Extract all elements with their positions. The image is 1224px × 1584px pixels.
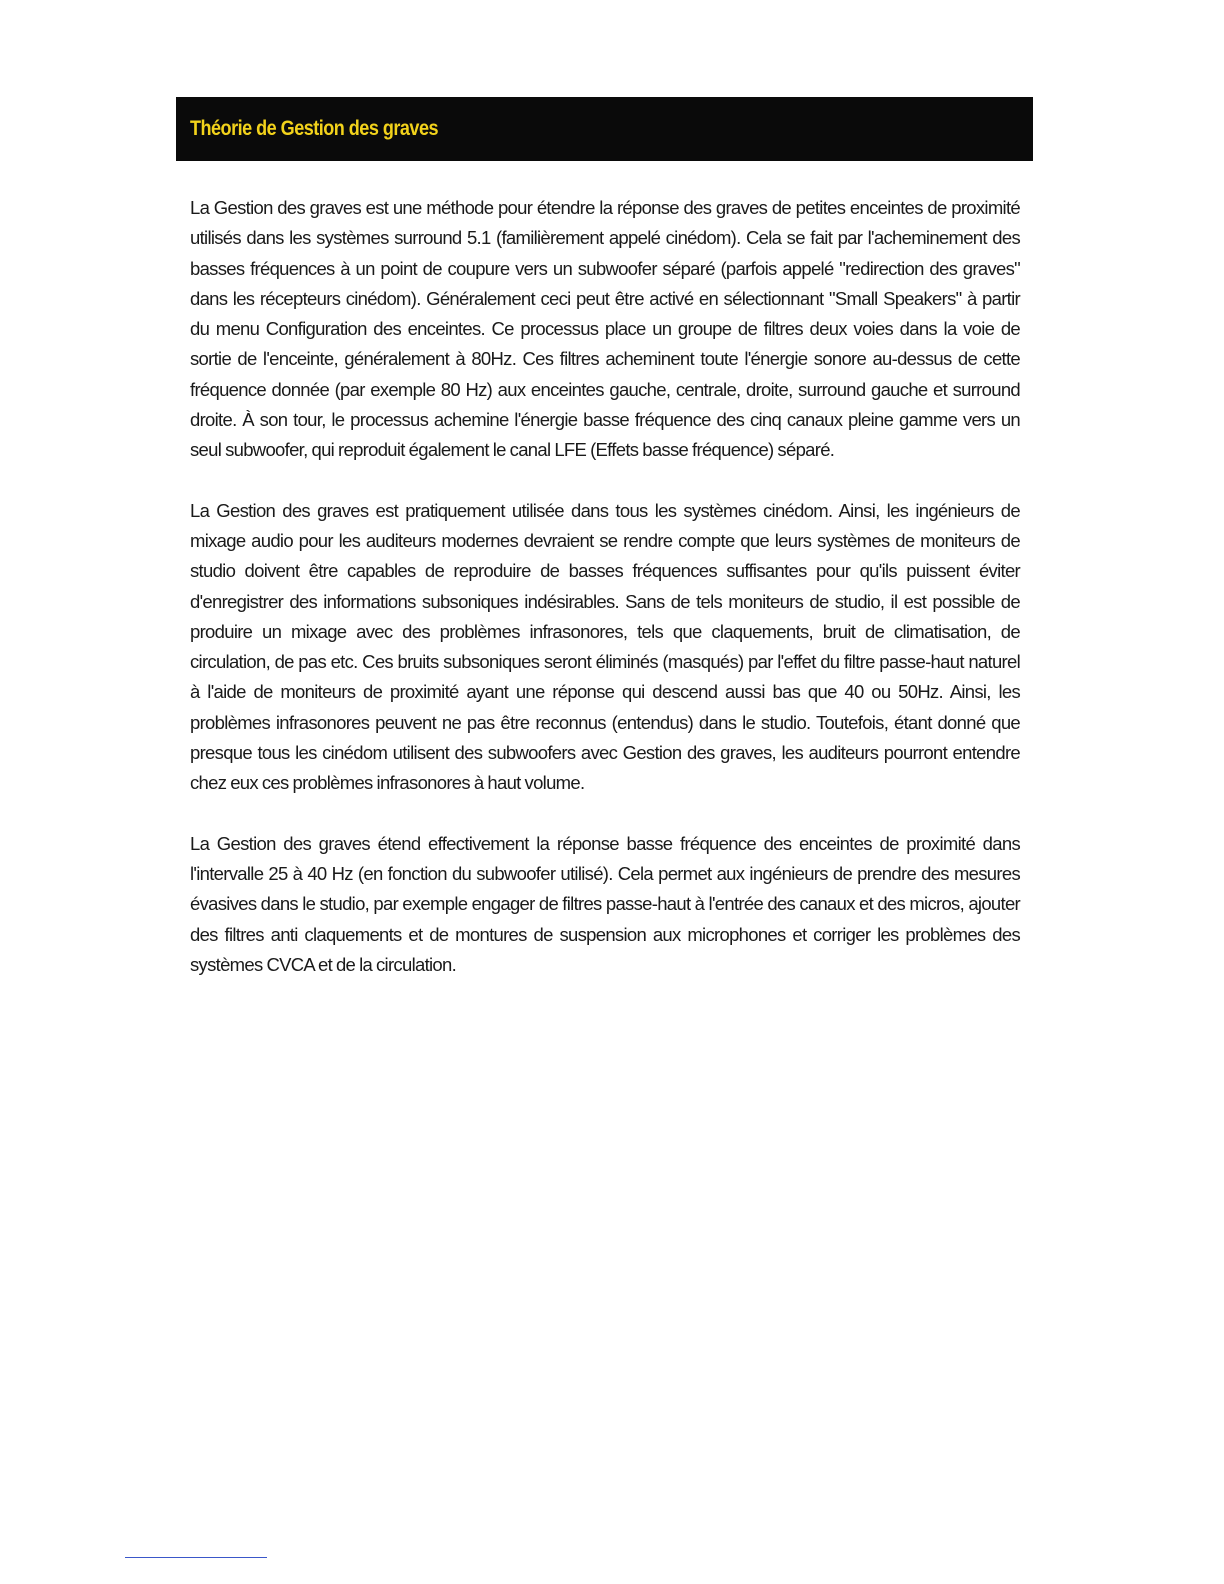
paragraph-bass-management-definition: La Gestion des graves est une méthode pour étendre la réponse des graves de petites enceintes de proximité utilisés dans les systèmes surround 5.1 (familièrement appelé cinédom). Cela se fait par l'acheminement des basses fréquences à un point de coupure vers un subwoofer séparé (parfois appelé "redirection des graves" dans les récepteurs cinédom). Généralement ceci peut être activé en sélectionnant "Small Speakers" à partir du menu Configuration des enceintes. Ce processus place un groupe de filtres deux voies dans la voie de sortie de l'enceinte, généralement à 80Hz. Ces filtres acheminent toute l'énergie sonore au-dessus de cette fréquence donnée (par exemple 80 Hz) aux enceintes gauche, centrale, droite, surround gauche et surround droite. À son tour, le processus achemine l'énergie basse fréquence des cinq canaux pleine gamme vers un seul subwoofer, qui reproduit également le canal LFE (Effets basse fréquence) séparé. [190, 197, 1020, 461]
paragraph-bass-management-usage: La Gestion des graves est pratiquement utilisée dans tous les systèmes cinédom. Ainsi, les ingénieurs de mixage audio pour les auditeurs modernes devraient se rendre compte que leurs systèmes de moniteurs de studio doivent être capables de reproduire de basses fréquences suffisantes pour qu'ils puissent éviter d'enregistrer des informations subsoniques indésirables. Sans de tels moniteurs de studio, il est possible de produire un mixage avec des problèmes infrasonores, tels que claquements, bruit de climatisation, de circulation, de pas etc. Ces bruits subsoniques seront éliminés (masqués) par l'effet du filtre passe-haut naturel à l'aide de moniteurs de proximité ayant une réponse qui descend aussi bas que 40 ou 50Hz. Ainsi, les problèmes infrasonores peuvent ne pas être reconnus (entendus) dans le studio. Toutefois, étant donné que presque tous les cinédom utilisent des subwoofers avec Gestion des graves, les auditeurs pourront entendre chez eux ces problèmes infrasonores à haut volume. [190, 499, 1020, 794]
paragraph-bass-management-benefits: La Gestion des graves étend effectivement la réponse basse fréquence des enceintes de proximité dans l'intervalle 25 à 40 Hz (en fonction du subwoofer utilisé). Cela permet aux ingénieurs de prendre des mesures évasives dans le studio, par exemple engager de filtres passe-haut à l'entrée des canaux et des micros, ajouter des filtres anti claquements et de montures de suspension aux microphones et corriger les problèmes des systèmes CVCA et de la circulation. [190, 832, 1020, 975]
body-text [190, 193, 1020, 1010]
section-header-bar [176, 97, 1033, 161]
footnote-rule [125, 1557, 267, 1558]
section-title: Théorie de Gestion des graves [190, 117, 439, 140]
